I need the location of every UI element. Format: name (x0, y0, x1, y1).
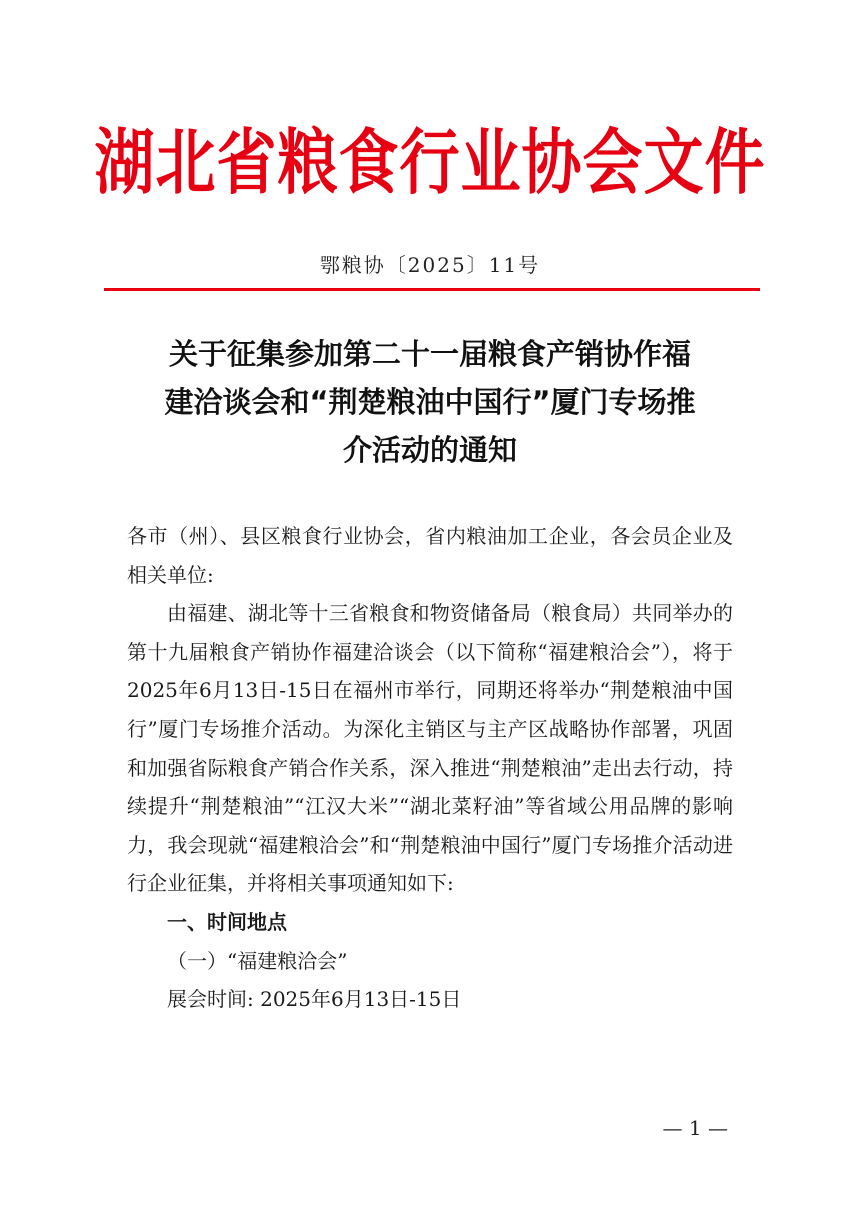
notice-title (110, 330, 750, 474)
title-line-1: 关于征集参加第二十一届粮食产销协作福 (168, 337, 691, 371)
intro-paragraph: 由福建、湖北等十三省粮食和物资储备局（粮食局）共同举办的第十九届粮食产销协作福建洽谈会（以下简称“福建粮洽会”），将于2025年6月13日-15日在福州市举行，同期还将举办“荆楚粮油中国行”厦门专场推介活动。为深化主销区与主产区战略协作部署，巩固和加强省际粮食产销合作关系，深入推进“荆楚粮油”走出去行动，持续提升“荆楚粮油”“江汉大米”“湖北菜籽油”等省域公用品牌的影响力，我会现就“福建粮洽会”和“荆楚粮油中国行”厦门专场推介活动进行企业征集，并将相关事项通知如下: (127, 601, 733, 896)
exhibition-time: 展会时间: 2025年6月13日-15日 (167, 987, 462, 1012)
masthead-title: 湖北省粮食行业协会文件 (94, 122, 766, 205)
title-line-2: 建洽谈会和“荆楚粮油中国行”厦门专场推 (164, 385, 696, 419)
salutation: 各市（州）、县区粮食行业协会，省内粮油加工企业，各会员企业及相关单位: (127, 524, 733, 587)
document-number: 鄂粮协〔2025〕11号 (319, 253, 541, 277)
red-divider-line (104, 288, 760, 291)
page-number: — 1 — (662, 1116, 728, 1140)
title-line-3: 介活动的通知 (342, 433, 517, 467)
subsection-heading-fujian-fair: （一）“福建粮洽会” (167, 948, 348, 973)
document-body (127, 517, 733, 1019)
section-heading-time-place: 一、时间地点 (167, 909, 287, 934)
